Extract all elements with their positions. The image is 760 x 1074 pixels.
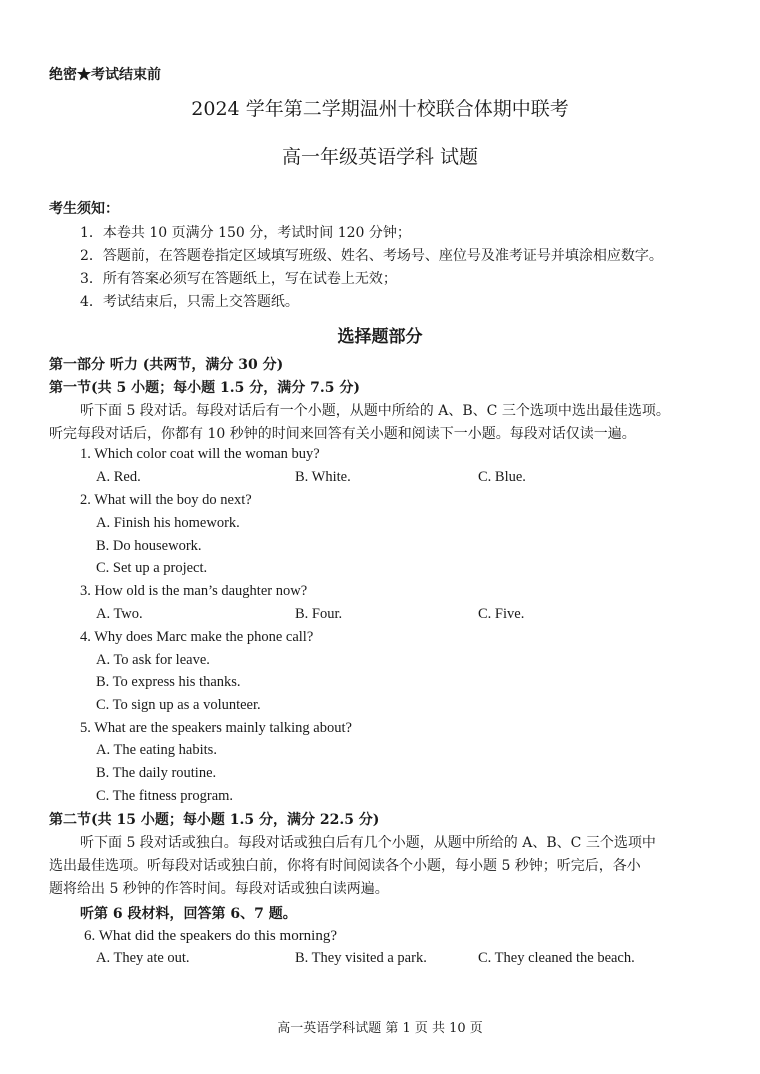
option-a: A. Red. — [96, 469, 141, 485]
option-b: B. White. — [295, 469, 351, 485]
confidential-label: 绝密★考试结束前 — [49, 67, 161, 83]
option-a: A. They ate out. — [96, 950, 190, 966]
option-a: A. The eating habits. — [96, 742, 217, 758]
option-c: C. Five. — [478, 606, 525, 622]
exam-title: 2024 学年第二学期温州十校联合体期中联考 — [191, 98, 569, 120]
notice-item: 2．答题前，在答题卷指定区域填写班级、姓名、考场号、座位号及准考证号并填涂相应数字。 — [80, 248, 663, 264]
option-b: B. The daily routine. — [96, 765, 217, 781]
option-b: B. Do housework. — [96, 538, 202, 554]
option-c: C. To sign up as a volunteer. — [96, 697, 261, 713]
notice-item: 3．所有答案必须写在答题纸上，写在试卷上无效； — [80, 271, 397, 287]
option-a: A. To ask for leave. — [96, 652, 210, 668]
notice-item: 4．考试结束后，只需上交答题纸。 — [80, 294, 299, 310]
option-c: C. They cleaned the beach. — [478, 950, 635, 966]
question-stem: 4. Why does Marc make the phone call? — [80, 629, 314, 645]
material-6-heading: 听第 6 段材料，回答第 6、7 题。 — [80, 906, 297, 922]
option-a: A. Finish his homework. — [96, 515, 240, 531]
sec2-heading: 第二节(共 15 小题；每小题 1.5 分，满分 22.5 分) — [49, 812, 380, 828]
sec2-instruction: 听下面 5 段对话或独白。每段对话或独白后有几个小题，从题中所给的 A、B、C 三个选项中 — [80, 835, 656, 851]
option-a: A. Two. — [96, 606, 143, 622]
question-stem: 2. What will the boy do next? — [80, 492, 252, 508]
question-stem: 5. What are the speakers mainly talking about? — [80, 720, 352, 736]
question-stem: 1. Which color coat will the woman buy? — [80, 446, 320, 462]
option-c: C. Set up a project. — [96, 560, 208, 576]
option-b: B. To express his thanks. — [96, 674, 241, 690]
option-b: B. Four. — [295, 606, 343, 622]
sec1-heading: 第一节(共 5 小题；每小题 1.5 分，满分 7.5 分) — [49, 380, 360, 396]
notice-heading: 考生须知： — [49, 201, 119, 217]
sec2-instruction: 选出最佳选项。听每段对话或独白前，你将有时间阅读各个小题，每小题 5 秒钟；听完后，各小 — [49, 858, 641, 874]
part1-heading: 第一部分 听力 (共两节，满分 30 分) — [49, 357, 284, 373]
page-footer: 高一英语学科试题 第 1 页 共 10 页 — [277, 1021, 483, 1036]
sec1-instruction: 听下面 5 段对话。每段对话后有一个小题，从题中所给的 A、B、C 三个选项中选出最佳选项。 — [80, 403, 670, 419]
question-stem: 3. How old is the man’s daughter now? — [80, 583, 308, 599]
sec1-instruction: 听完每段对话后，你都有 10 秒钟的时间来回答有关小题和阅读下一小题。每段对话仅读一遍。 — [49, 426, 636, 442]
notice-item: 1．本卷共 10 页满分 150 分，考试时间 120 分钟； — [80, 225, 411, 241]
option-c: C. The fitness program. — [96, 788, 234, 804]
question-stem: 6. What did the speakers do this morning? — [84, 928, 338, 944]
sec2-instruction: 题将给出 5 秒钟的作答时间。每段对话或独白读两遍。 — [49, 881, 389, 897]
section-title: 选择题部分 — [337, 327, 423, 347]
option-b: B. They visited a park. — [295, 950, 427, 966]
option-c: C. Blue. — [478, 469, 526, 485]
exam-subtitle: 高一年级英语学科 试题 — [281, 146, 479, 168]
